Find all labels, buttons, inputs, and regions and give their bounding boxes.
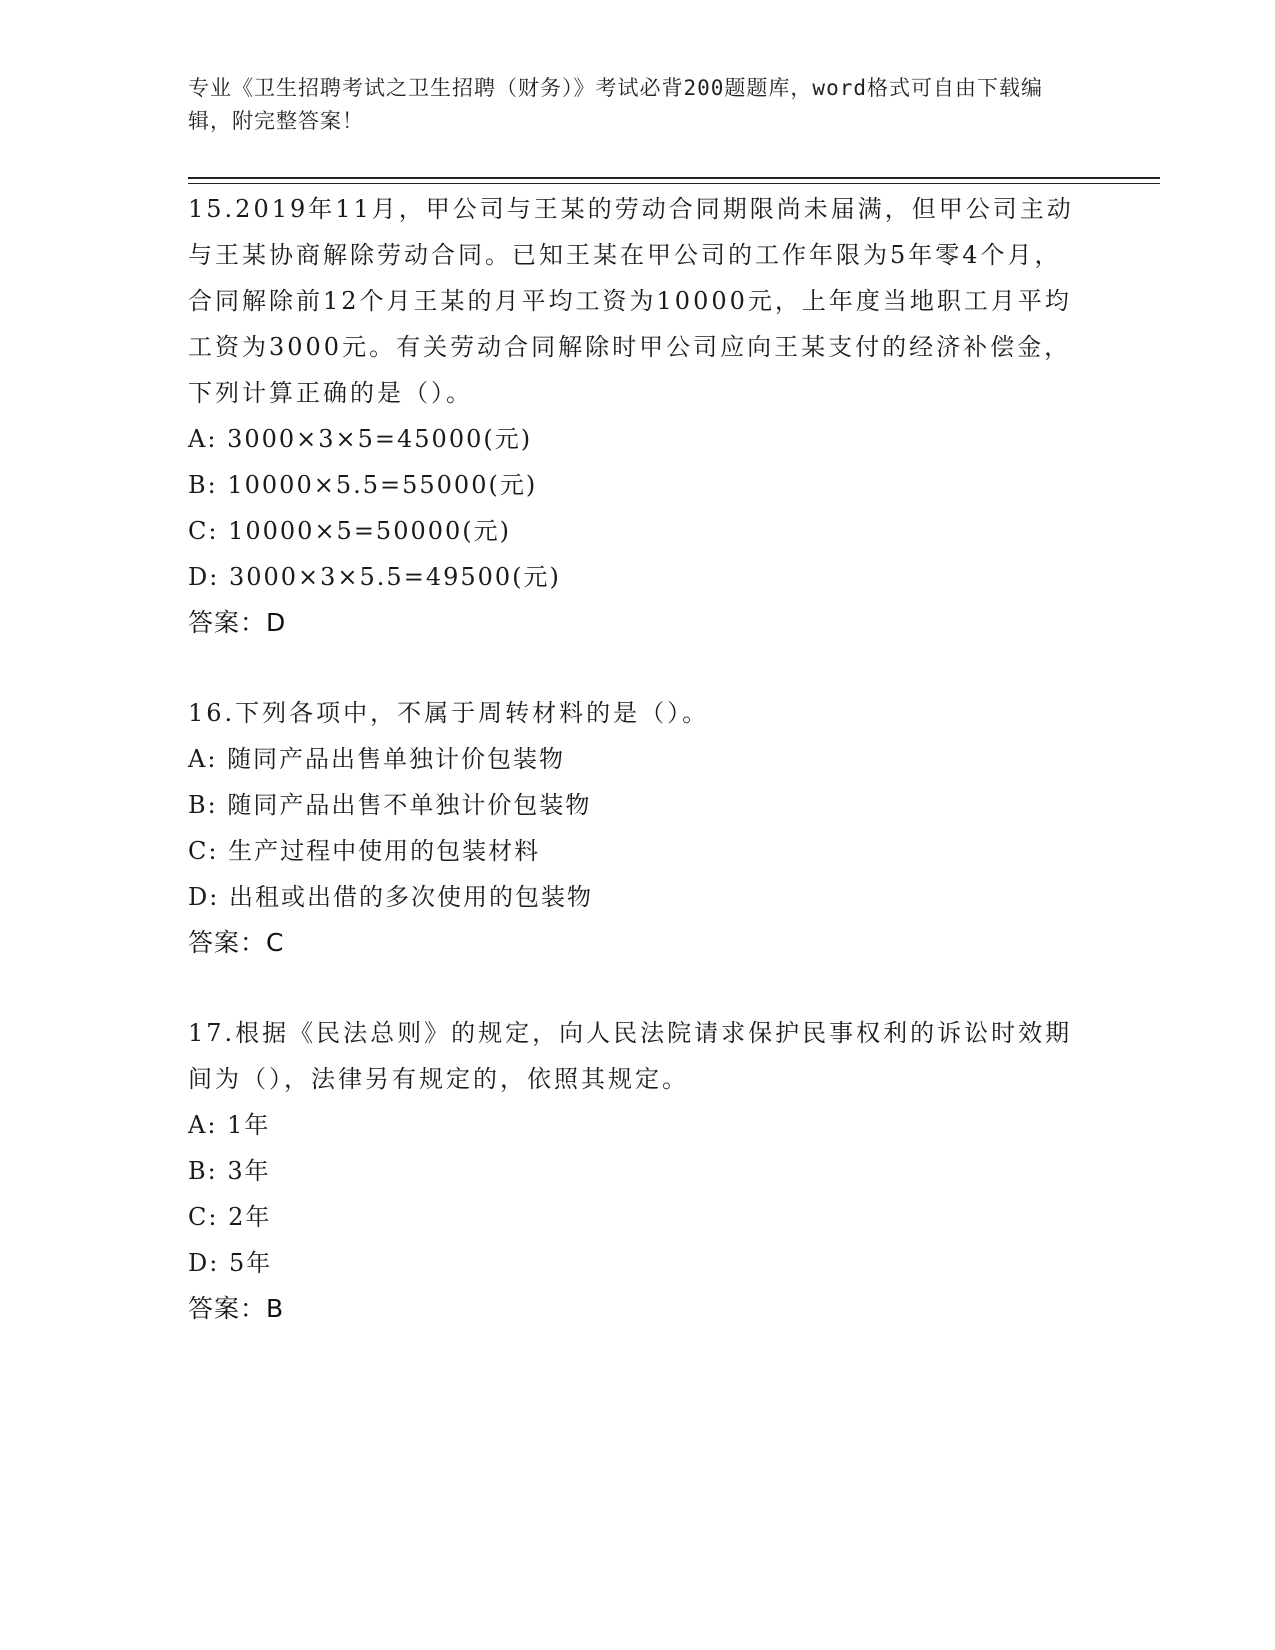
option-c [188,828,1088,874]
option-label: C: [188,517,219,545]
option-d [188,554,1088,600]
option-label: C: [188,837,219,865]
option-text: 2年 [228,1203,272,1231]
option-a [188,1102,1088,1148]
option-a [188,736,1088,782]
answer-line: 答案：C [188,928,285,957]
option-c [188,508,1088,554]
option-label: D: [188,563,220,591]
question-stem: 16.下列各项中，不属于周转材料的是（）。 [188,699,710,727]
option-text: 10000×5=50000(元) [228,517,512,545]
question-list [188,186,1088,1376]
header-rule-thick [188,177,1160,179]
option-c [188,1194,1088,1240]
question-15 [188,186,1088,646]
option-label: B: [188,1157,218,1185]
option-text: 1年 [227,1111,271,1139]
option-d [188,1240,1088,1286]
option-label: A: [188,745,218,773]
option-text: 3000×3×5.5=49500(元) [228,563,561,591]
question-17 [188,1010,1088,1332]
option-text: 5年 [228,1249,273,1277]
header-rule-thin [188,183,1160,184]
option-label: B: [188,471,218,499]
question-16 [188,690,1088,966]
answer-line: 答案：B [188,1294,285,1323]
option-label: B: [188,791,218,819]
option-label: A: [188,1111,218,1139]
option-text: 随同产品出售单独计价包装物 [227,745,566,773]
option-text: 生产过程中使用的包装材料 [228,837,541,865]
option-label: A: [188,425,218,453]
option-text: 出租或出借的多次使用的包装物 [228,883,593,911]
option-text: 3年 [227,1157,271,1185]
option-text: 10000×5.5=55000(元) [227,471,538,499]
option-d [188,874,1088,920]
option-text: 3000×3×5=45000(元) [227,425,533,453]
option-b [188,1148,1088,1194]
option-label: D: [188,1249,220,1277]
question-stem: 17.根据《民法总则》的规定，向人民法院请求保护民事权利的诉讼时效期间为（），法律另有规定的，依照其规定。 [188,1019,1073,1093]
option-a [188,416,1088,462]
option-label: D: [188,883,220,911]
option-label: C: [188,1203,219,1231]
question-stem: 15.2019年11月，甲公司与王某的劳动合同期限尚未届满，但甲公司主动与王某协商解除劳动合同。已知王某在甲公司的工作年限为5年零4个月，合同解除前12个月王某的月平均工资为10000元，上年度当地职工月平均工资为3000元。有关劳动合同解除时甲公司应向王某支付的经济补偿金，下列计算正确的是（）。 [188,195,1074,407]
option-b [188,462,1088,508]
document-header: 专业《卫生招聘考试之卫生招聘（财务）》考试必背200题题库，word格式可自由下载编辑，附完整答案！ [188,76,1043,133]
option-b [188,782,1088,828]
option-text: 随同产品出售不单独计价包装物 [227,791,592,819]
answer-line: 答案：D [188,608,287,637]
